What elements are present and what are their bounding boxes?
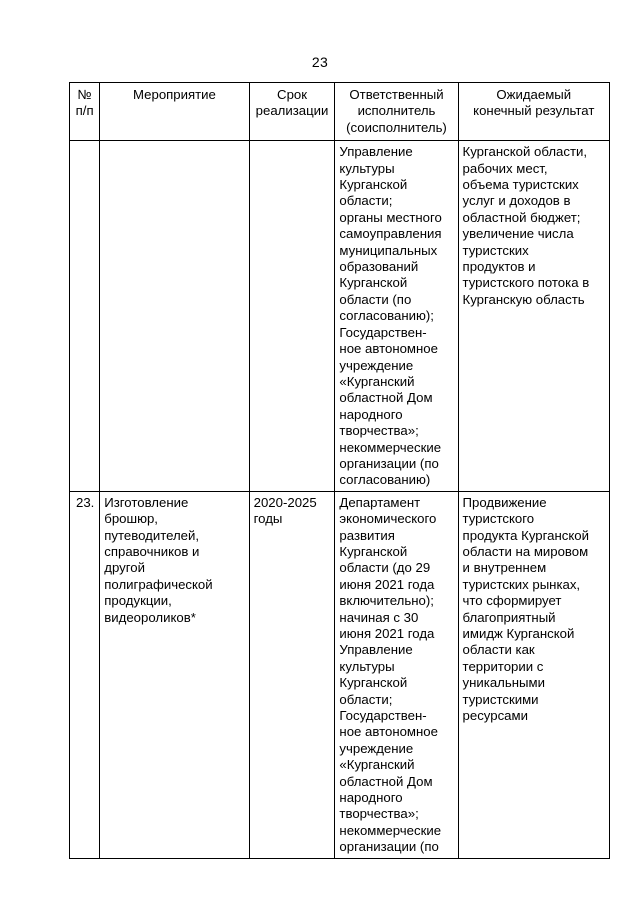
- cell-text-line: туристского потока в: [462, 275, 590, 291]
- cell-text-line: годы: [253, 511, 283, 527]
- cell-text-line: области как: [462, 642, 535, 658]
- cell-text-line: Государствен-: [339, 708, 427, 724]
- cell-text-line: области;: [339, 691, 393, 707]
- cell-text-line: ресурсами: [462, 708, 528, 724]
- cell-text-line: области (до 29: [339, 560, 431, 576]
- cell-term: [249, 491, 335, 858]
- cell-text-line: Курганской: [339, 177, 408, 193]
- cell-text-line: продуктов и: [462, 259, 536, 275]
- cell-text-line: культуры: [339, 658, 395, 674]
- cell-text-line: продукции,: [104, 593, 172, 609]
- cell-text-line: справочников и: [104, 543, 200, 559]
- cell-text-line: народного: [339, 790, 403, 806]
- cell-text-line: развития: [339, 527, 395, 543]
- cell-text-line: рабочих мест,: [462, 160, 548, 176]
- cell-text-line: туристских: [462, 242, 529, 258]
- cell-text-line: органы местного: [339, 209, 442, 225]
- cell-text-line: экономического: [339, 511, 437, 527]
- cell-text-line: продукта Курганской: [462, 527, 589, 543]
- cell-text-line: уникальными: [462, 675, 545, 691]
- cell-event: [100, 141, 249, 492]
- cell-text-line: Департамент: [339, 494, 421, 510]
- cell-text-line: исполнитель: [357, 103, 436, 119]
- cell-text-line: Ожидаемый: [496, 87, 572, 102]
- table-header-row: [70, 83, 610, 141]
- header-responsible: [335, 83, 458, 141]
- cell-text-line: культуры: [339, 160, 395, 176]
- cell-text-line: туристского: [462, 511, 535, 527]
- table-row: [70, 491, 610, 858]
- cell-text-line: путеводителей,: [104, 527, 200, 543]
- cell-text-line: Курганской: [339, 675, 408, 691]
- cell-text-line: учреждение: [339, 357, 414, 373]
- cell-text-line: Продвижение: [462, 494, 547, 510]
- cell-text-line: образований: [339, 259, 419, 275]
- cell-text-line: видеороликов*: [104, 609, 196, 625]
- cell-text-line: Курганской: [339, 543, 408, 559]
- cell-result: [458, 491, 609, 858]
- cell-text-line: «Курганский: [339, 373, 415, 389]
- cell-text-line: самоуправления: [339, 226, 442, 242]
- header-term: [249, 83, 335, 141]
- cell-num: 23.: [70, 491, 100, 858]
- cell-text-line: и внутреннем: [462, 560, 547, 576]
- cell-text-line: Ответственный: [349, 87, 444, 102]
- cell-text-line: другой: [104, 560, 145, 576]
- cell-text-line: полиграфической: [104, 576, 213, 592]
- cell-text-line: включительно);: [339, 593, 434, 609]
- cell-text-line: Курганскую область: [462, 291, 585, 307]
- cell-text-line: Курганской области,: [462, 144, 588, 160]
- cell-text-line: Управление: [339, 642, 413, 658]
- table-row: [70, 141, 610, 492]
- cell-text-line: Срок: [277, 87, 308, 102]
- cell-text-line: областной бюджет;: [462, 209, 581, 225]
- cell-text-line: ное автономное: [339, 341, 438, 357]
- cell-text-line: начиная с 30: [339, 609, 419, 625]
- cell-text-line: конечный результат: [473, 103, 595, 119]
- cell-text-line: некоммерческие: [339, 439, 442, 455]
- cell-text-line: реализации: [255, 103, 329, 119]
- page-number: 23: [311, 54, 329, 70]
- cell-text-line: №: [77, 87, 92, 102]
- cell-text-line: Мероприятие: [133, 87, 216, 102]
- cell-text-line: организации (по: [339, 455, 439, 471]
- cell-text-line: увеличение числа: [462, 226, 574, 242]
- cell-text-line: п/п: [75, 103, 94, 119]
- header-num: [70, 83, 100, 141]
- cell-text-line: учреждение: [339, 740, 414, 756]
- cell-text-line: что сформирует: [462, 593, 562, 609]
- cell-text-line: согласованию);: [339, 308, 434, 324]
- cell-text-line: Государствен-: [339, 324, 427, 340]
- cell-text-line: услуг и доходов в: [462, 193, 571, 209]
- cell-text-line: муниципальных: [339, 242, 438, 258]
- cell-text-line: благоприятный: [462, 609, 556, 625]
- cell-text-line: 2020-2025: [253, 494, 317, 510]
- cell-text-line: согласованию): [339, 472, 431, 488]
- cell-text-line: областной Дом: [339, 390, 433, 406]
- cell-text-line: области (по: [339, 291, 412, 307]
- cell-text-line: областной Дом: [339, 773, 433, 789]
- cell-text-line: народного: [339, 406, 403, 422]
- activities-table: [69, 82, 610, 859]
- cell-text-line: творчества»;: [339, 806, 419, 822]
- cell-text-line: территории с: [462, 658, 544, 674]
- cell-text-line: Изготовление: [104, 494, 189, 510]
- cell-text-line: Курганской: [339, 275, 408, 291]
- cell-text-line: июня 2021 года: [339, 626, 435, 641]
- cell-text-line: (соисполнитель): [346, 119, 447, 135]
- cell-responsible: [335, 141, 458, 492]
- cell-term: [249, 141, 335, 492]
- cell-text-line: июня 2021 года: [339, 576, 435, 592]
- cell-text-line: области;: [339, 193, 393, 209]
- cell-text-line: организации (по: [339, 839, 439, 855]
- cell-text-line: туристскими: [462, 691, 539, 707]
- header-event: [100, 83, 249, 141]
- cell-event: [100, 491, 249, 858]
- cell-num: [70, 141, 100, 492]
- cell-text-line: некоммерческие: [339, 822, 442, 838]
- header-result: [458, 83, 609, 141]
- cell-responsible: [335, 491, 458, 858]
- cell-text-line: объема туристских: [462, 177, 579, 193]
- cell-text-line: Управление: [339, 144, 413, 160]
- cell-text-line: области на мировом: [462, 543, 589, 559]
- cell-text-line: имидж Курганской: [462, 626, 575, 641]
- cell-text-line: туристских рынках,: [462, 576, 581, 592]
- cell-text-line: ное автономное: [339, 724, 438, 740]
- cell-text-line: брошюр,: [104, 511, 158, 527]
- cell-text-line: творчества»;: [339, 423, 419, 439]
- cell-text-line: «Курганский: [339, 757, 415, 773]
- cell-result: [458, 141, 609, 492]
